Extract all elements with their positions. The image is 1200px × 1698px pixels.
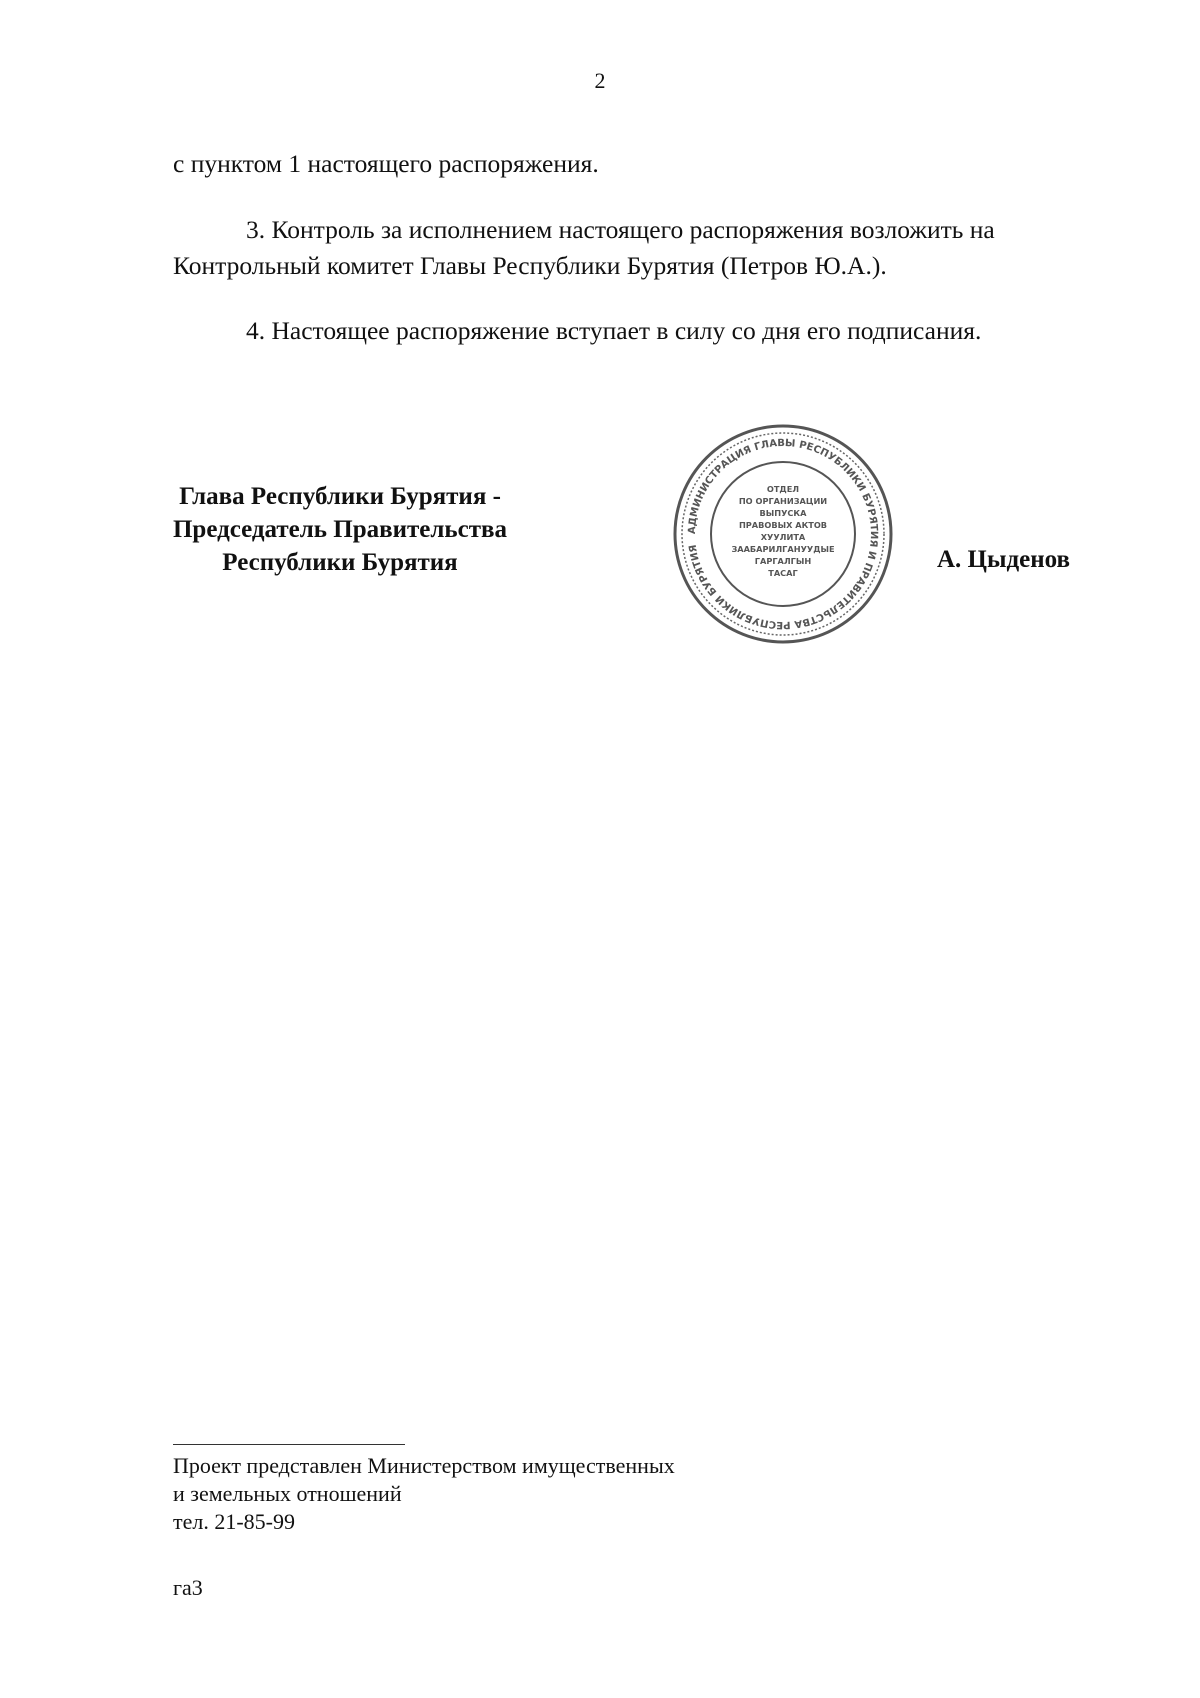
signatory-position — [100, 480, 580, 579]
position-line-3: Республики Бурятия — [222, 549, 458, 576]
continuation-text: с пунктом 1 настоящего распоряжения. — [173, 149, 599, 178]
footer-line-1: Проект представлен Министерством имущественных — [173, 1453, 675, 1478]
footer-line-2: и земельных отношений — [173, 1481, 402, 1506]
item-3-line-2: Контрольный комитет Главы Республики Бурятия (Петров Ю.А.). — [173, 251, 887, 280]
seal-center-line: ТАСАГ — [768, 568, 798, 578]
footer-phone: тел. 21-85-99 — [173, 1509, 296, 1534]
executor-initials: га3 — [173, 1575, 203, 1600]
position-line-2: Председатель Правительства — [172, 516, 508, 543]
page-number: 2 — [594, 68, 606, 93]
item-3-line-1: 3. Контроль за исполнением настоящего распоряжения возложить на — [246, 215, 995, 244]
official-seal — [669, 420, 897, 648]
position-line-1: Глава Республики Бурятия - — [179, 483, 501, 510]
seal-center-text — [731, 484, 834, 578]
seal-center-line: ПРАВОВЫХ АКТОВ — [738, 520, 828, 530]
footnote-divider — [173, 1444, 405, 1445]
seal-center-line: ОТДЕЛ — [766, 484, 800, 494]
seal-center-line: ГАРГАЛГЫН — [754, 556, 812, 566]
seal-center-line: ПО ОРГАНИЗАЦИИ — [738, 496, 828, 506]
seal-center-line: ЗААБАРИЛГАНУУДЫЕ — [731, 544, 835, 554]
seal-center-line: ХУУЛИТА — [760, 532, 806, 542]
item-4-text: 4. Настоящее распоряжение вступает в силу со дня его подписания. — [246, 316, 982, 345]
seal-ring-text: АДМИНИСТРАЦИЯ ГЛАВЫ РЕСПУБЛИКИ БУРЯТИЯ И ПРАВИТЕЛЬСТВА РЕСПУБЛИКИ БУРЯТИЯ — [686, 437, 880, 631]
seal-center-line: ВЫПУСКА — [759, 508, 807, 518]
signatory-name: А. Цыденов — [937, 546, 1071, 573]
